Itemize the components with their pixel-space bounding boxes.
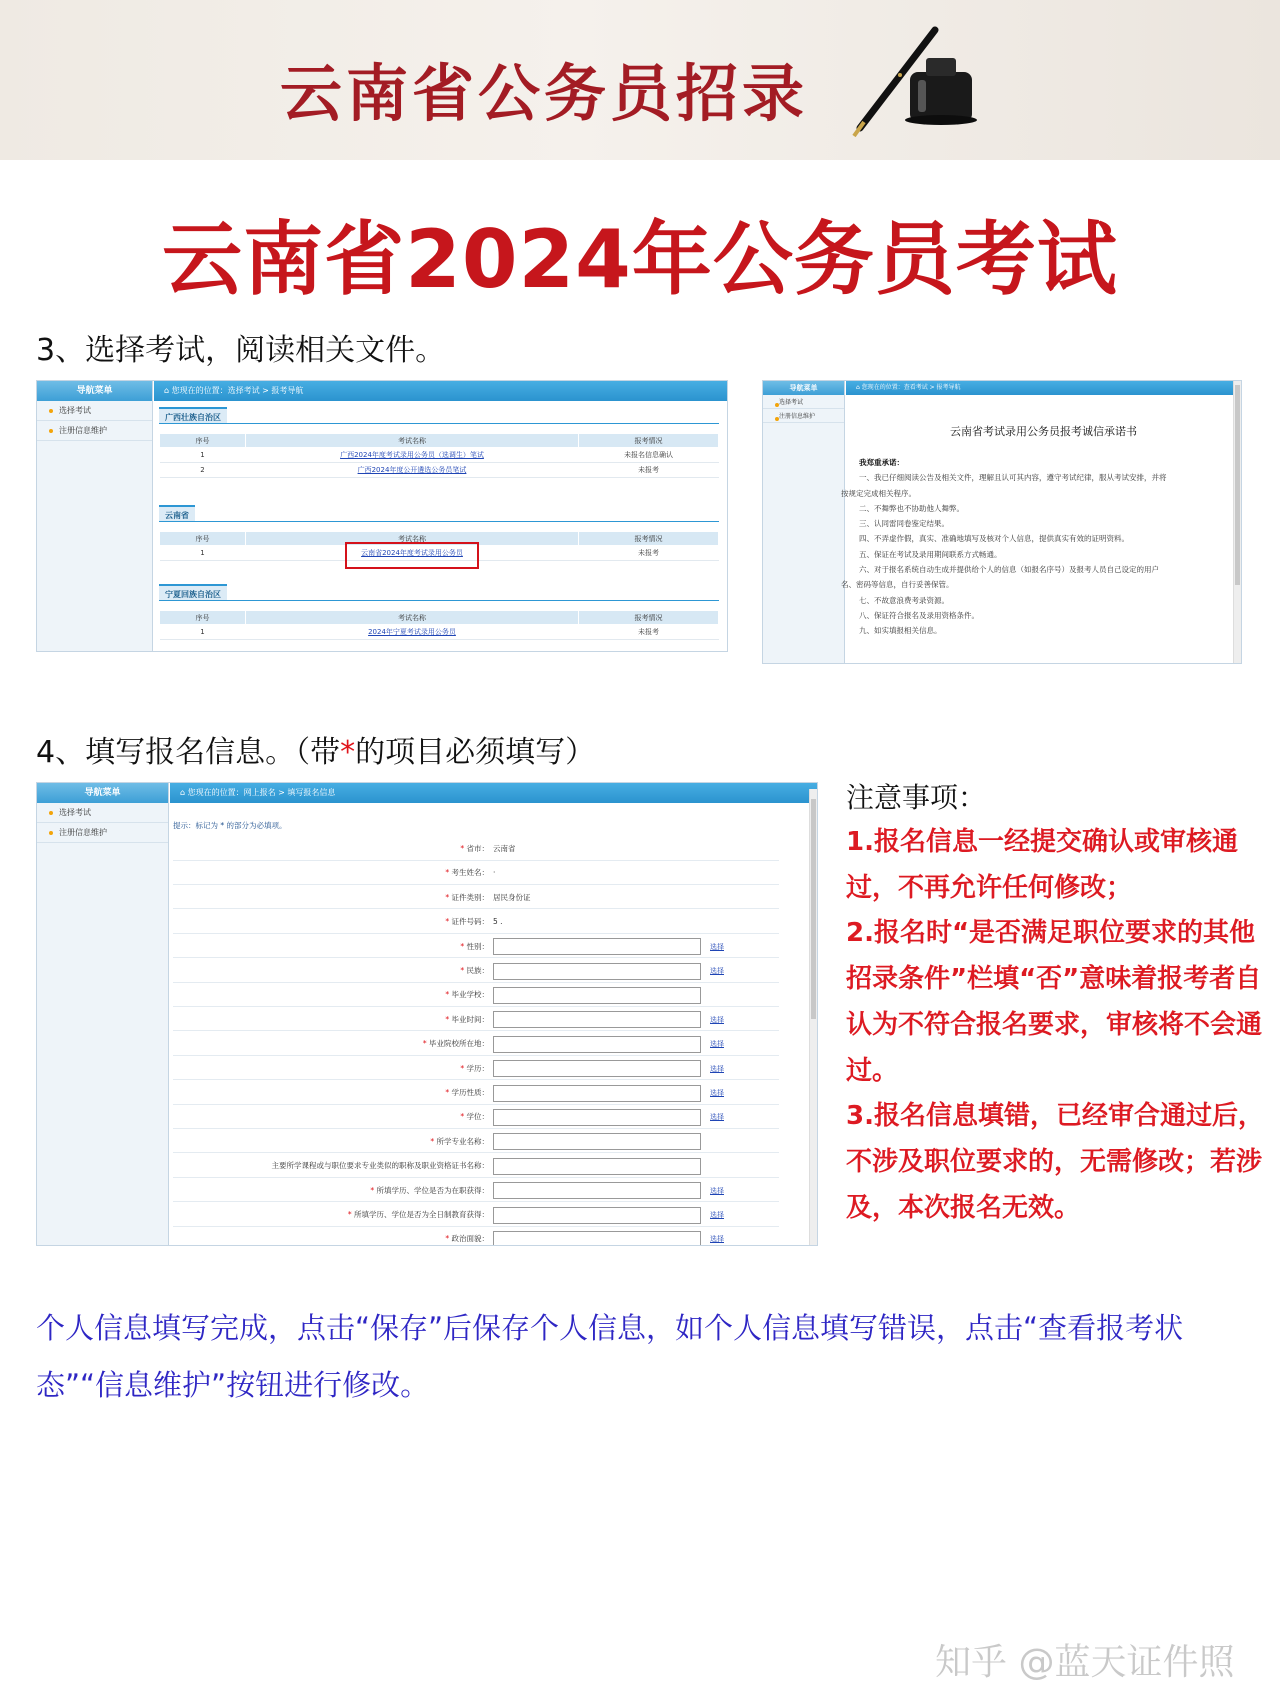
table-row: 1 2024年宁夏考试录用公务员 未报考 <box>160 625 719 640</box>
form-value: · <box>493 868 496 878</box>
required-marker: * <box>460 966 467 975</box>
step-4-heading: 4、填写报名信息。（带*的项目必须填写） <box>36 735 596 770</box>
nav-sidebar <box>37 381 153 651</box>
required-hint: 提示：标记为 * 的部分为必填项。 <box>173 821 287 830</box>
form-input[interactable] <box>493 963 701 980</box>
nav-sidebar <box>763 381 845 663</box>
required-marker: * <box>422 1039 429 1049</box>
nav-item-select-exam[interactable]: 选择考试 <box>37 401 152 421</box>
nav-title: 导航菜单 <box>37 381 152 401</box>
form-label: * 学历性质： <box>445 1088 489 1097</box>
required-marker: * <box>347 1210 354 1219</box>
required-marker: * <box>445 917 452 927</box>
form-input[interactable] <box>493 1182 701 1199</box>
required-marker: * <box>430 1136 437 1146</box>
select-link[interactable]: 选择 <box>710 942 724 951</box>
select-link[interactable]: 选择 <box>710 1089 724 1097</box>
note-2: 2.报名时“是否满足职位要求的其他招录条件”栏填“否”意味着报考者自认为不符合报名要求，审核将不会通过。 <box>846 918 1263 1086</box>
form-value: 云南省 <box>493 844 516 853</box>
nav-item-registration-info[interactable]: 注册信息维护 <box>763 409 844 423</box>
exam-link-yunnan[interactable]: 云南省2024年度考试录用公务员 <box>361 549 463 557</box>
scroll-thumb[interactable] <box>1235 385 1240 585</box>
required-marker: * <box>445 1014 452 1024</box>
select-link[interactable]: 选择 <box>710 1015 724 1024</box>
form-input[interactable] <box>493 1133 701 1150</box>
breadcrumb: ⌂ 您现在的位置：查看考试 > 报考导航 <box>846 381 1241 395</box>
region-tab-ningxia: 宁夏回族自治区 <box>159 584 227 601</box>
form-label: * 民族： <box>460 966 489 975</box>
exam-table-ningxia: 序号 考试名称 报考情况 1 2024年宁夏考试录用公务员 未报考 <box>159 610 719 640</box>
nav-item-select-exam[interactable]: 选择考试 <box>763 395 844 409</box>
form-input[interactable] <box>493 1158 701 1175</box>
exam-link[interactable]: 2024年宁夏考试录用公务员 <box>368 628 456 636</box>
divider <box>159 600 719 601</box>
form-input[interactable] <box>493 1207 701 1224</box>
required-marker: * <box>445 892 452 902</box>
form-value: 5 . <box>493 917 503 927</box>
pledge-text: 我郑重承诺： 一、我已仔细阅读公告及相关文件，理解且认可其内容，遵守考试纪律，服从考试安排，并将 按规定完成相关程序。 二、不舞弊也不协助他人舞弊。 三、认同雷同卷鉴定结果。 四、不弄虚作假，真实、准确地填写及核对个人信息，提供真实有效的证明资料。 五、保证在考试及录用期间联系方式畅通。 六、对于报名系统自动生成并提供给个人的信息（如报名序号）及报考人员自己设定的用户 名、密码等信息，自行妥善保管。 七、不故意浪费考录资源。 八、保证符合报名及录用资格条件。 九、如实填报相关信息。 <box>841 458 1167 636</box>
select-link[interactable]: 选择 <box>710 1186 724 1195</box>
banner <box>0 0 1280 160</box>
exam-table-guangxi: 序号 考试名称 报考情况 1 广西2024年度考试录用公务员（选调生）笔试 未报名信息确认 2 广西2024年度公开遴选公务员笔试 未报考 <box>159 433 719 478</box>
form-label: * 毕业时间： <box>445 1014 489 1024</box>
table-row: 1 广西2024年度考试录用公务员（选调生）笔试 未报名信息确认 <box>160 448 719 463</box>
table-row: 2 广西2024年度公开遴选公务员笔试 未报考 <box>160 463 719 478</box>
nav-item-registration-info[interactable]: 注册信息维护 <box>37 421 152 441</box>
required-marker: * <box>445 868 452 878</box>
exam-link[interactable]: 广西2024年度公开遴选公务员笔试 <box>357 466 467 474</box>
pledge-title: 云南省考试录用公务员报考诚信承诺书 <box>950 425 1137 438</box>
form-label: * 考生姓名： <box>445 868 489 878</box>
nav-title: 导航菜单 <box>763 381 844 395</box>
nav-item-registration-info[interactable]: 注册信息维护 <box>37 823 168 843</box>
fountain-pen-icon <box>840 20 990 140</box>
form-label: * 毕业院校所在地： <box>422 1039 489 1049</box>
home-icon: ⌂ <box>180 788 188 797</box>
scroll-thumb[interactable] <box>811 799 816 1019</box>
home-icon: ⌂ <box>856 384 862 391</box>
form-input[interactable] <box>493 1109 701 1126</box>
form-input[interactable] <box>493 1060 701 1077</box>
region-tab-guangxi: 广西壮族自治区 <box>159 407 227 424</box>
nav-item-select-exam[interactable]: 选择考试 <box>37 803 168 823</box>
banner-title: 云南省公务员招录 <box>280 57 809 130</box>
exam-table-yunnan: 序号 考试名称 报考情况 1 云南省2024年度考试录用公务员 未报考 <box>159 531 719 561</box>
form-label: 主要所学课程或与职位要求专业类似的职称及职业资格证书名称： <box>271 1161 489 1171</box>
divider <box>159 423 719 424</box>
required-marker: * <box>445 1234 452 1244</box>
form-label: * 所学专业名称： <box>430 1136 489 1146</box>
required-marker: * <box>460 844 467 853</box>
pledge-screenshot <box>762 380 1242 664</box>
required-marker: * <box>370 1185 377 1195</box>
footer-note: 个人信息填写完成，点击“保存”后保存个人信息，如个人信息填写错误，点击“查看报考状态”“信息维护”按钮进行修改。 <box>36 1311 1184 1402</box>
form-label: * 政治面貌： <box>445 1234 489 1244</box>
form-value: 居民身份证 <box>493 892 531 902</box>
required-marker: * <box>460 941 467 951</box>
form-input[interactable] <box>493 1231 701 1246</box>
form-label: * 所填学历、学位是否为全日制教育获得： <box>347 1210 489 1219</box>
breadcrumb: ⌂ 您现在的位置：网上报名 > 填写报名信息 <box>170 783 817 803</box>
form-label: * 证件类别： <box>445 892 489 902</box>
nav-sidebar <box>37 783 169 1245</box>
note-1: 1.报名信息一经提交确认或审核通过，不再允许任何修改； <box>846 827 1238 903</box>
select-link[interactable]: 选择 <box>710 967 724 975</box>
form-label: * 性别： <box>460 941 489 951</box>
scrollbar[interactable] <box>1233 381 1241 663</box>
form-input[interactable] <box>493 1011 701 1028</box>
scrollbar[interactable] <box>809 789 817 1245</box>
exam-link[interactable]: 广西2024年度考试录用公务员（选调生）笔试 <box>340 451 484 459</box>
exam-list-screenshot <box>36 380 728 652</box>
required-marker: * <box>460 1112 467 1122</box>
required-marker: * <box>460 1063 467 1073</box>
select-link[interactable]: 选择 <box>710 1211 724 1219</box>
form-label: * 学位： <box>460 1112 489 1122</box>
select-link[interactable]: 选择 <box>710 1040 724 1049</box>
main-title: 云南省2024年公务员考试 <box>162 213 1118 306</box>
form-label: * 学历： <box>460 1063 489 1073</box>
notes-title: 注意事项： <box>846 781 987 814</box>
required-marker: * <box>445 990 452 1000</box>
select-link[interactable]: 选择 <box>710 1113 724 1122</box>
note-3: 3.报名信息填错，已经审合通过后，不涉及职位要求的，无需修改；若涉及，本次报名无效。 <box>846 1101 1264 1223</box>
form-input[interactable] <box>493 1036 701 1053</box>
form-input[interactable] <box>493 1085 701 1102</box>
form-label: * 毕业学校： <box>445 990 489 1000</box>
select-link[interactable]: 选择 <box>710 1235 724 1244</box>
divider <box>159 521 719 522</box>
form-label: * 证件号码： <box>445 917 489 927</box>
region-tab-yunnan: 云南省 <box>159 505 195 522</box>
form-input[interactable] <box>493 938 701 955</box>
form-input[interactable] <box>493 987 701 1004</box>
breadcrumb: ⌂ 您现在的位置：选择考试 > 报考导航 <box>154 381 727 401</box>
registration-form-screenshot <box>36 782 818 1246</box>
step-3-heading: 3、选择考试，阅读相关文件。 <box>36 333 446 368</box>
highlight-box <box>345 542 479 569</box>
notes-list <box>846 820 1266 1231</box>
watermark: 知乎 @蓝天证件照 <box>935 1642 1235 1683</box>
form-label: * 所填学历、学位是否为在职获得： <box>370 1185 489 1195</box>
table-row: 1 云南省2024年度考试录用公务员 未报考 <box>160 546 719 561</box>
form-label: * 省市： <box>460 844 489 853</box>
nav-title: 导航菜单 <box>37 783 168 803</box>
home-icon: ⌂ <box>164 386 172 395</box>
select-link[interactable]: 选择 <box>710 1064 724 1073</box>
required-marker: * <box>445 1088 452 1097</box>
